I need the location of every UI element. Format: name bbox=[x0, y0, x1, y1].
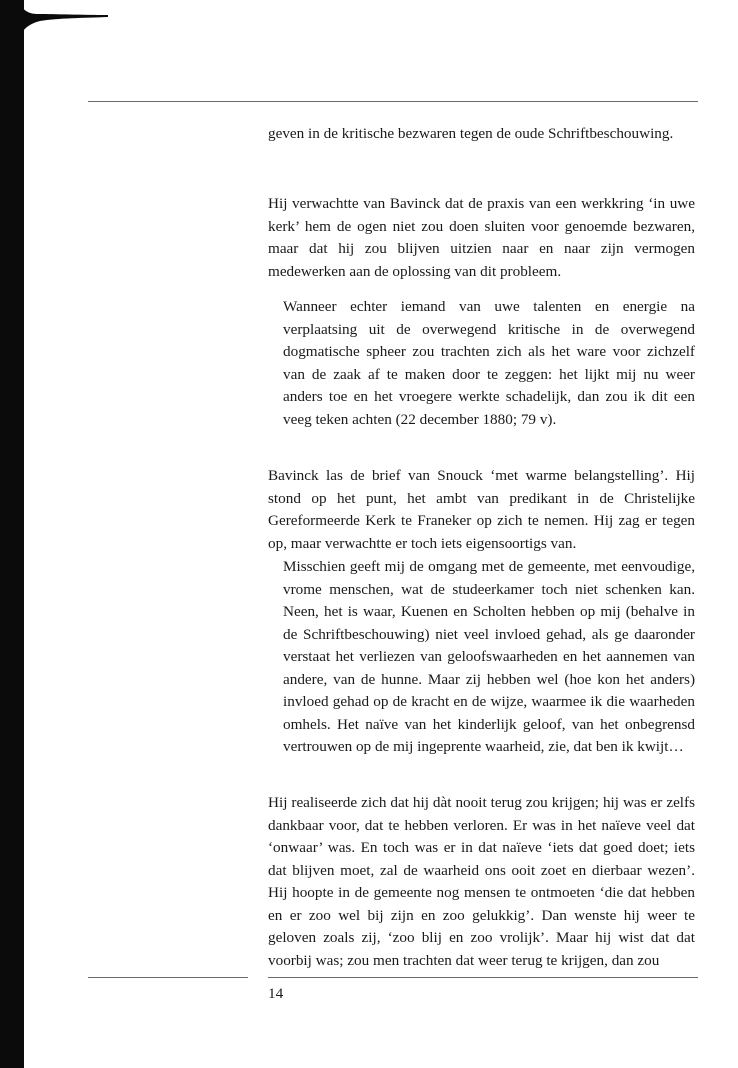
paragraph-bavinck-reply: Bavinck las de brief van Snouck ‘met warme belangstelling’. Hij stond op het punt, het ambt van predikant in de Christelijke Gereformeerde Kerk te Franeker op zich te nemen. Hij zag er tegen op, maar verwachtte er toch iets eigensoortigs van. bbox=[268, 467, 695, 552]
paragraph-bavinck-expectation: Hij verwachtte van Bavinck dat de praxis van een werkkring ‘in uwe kerk’ hem de ogen niet zou doen sluiten voor genoemde bezwaren, maar dat hij zou blijven uitzien naar en naar zijn vermogen medewerken aan de oplossing van dit probleem. bbox=[268, 195, 695, 280]
footer-rule-left bbox=[88, 977, 248, 978]
blockquote-bavinck-letter: Misschien geeft mij de omgang met de gemeente, met eenvoudige, vrome menschen, wat de studeerkamer toch niet schenken kan. Neen, het is waar, Kuenen en Scholten hebben op mij (behalve in de Schriftbeschouwing) niet veel invloed gehad, als ge daaronder verstaat het verliezen van geloofswaarheden en het aannemen van andere, van de hunne. Maar zij hebben wel (hoe kon het anders) invloed gehad op de kracht en de wijze, waarmee ik die waarheden omhels. Het naïve van het kinderlijk geloof, van het onbegrensd vertrouwen op de mij ingeprente waarheid, zie, dat ben ik kwijt… bbox=[283, 558, 695, 755]
spine-edge-flare bbox=[18, 0, 108, 40]
header-rule bbox=[88, 101, 698, 102]
page-number: 14 bbox=[268, 985, 284, 1002]
paragraph-continuation: geven in de kritische bezwaren tegen de oude Schriftbeschouwing. bbox=[268, 125, 674, 142]
book-spine-shadow bbox=[0, 0, 24, 1068]
blockquote-snouck-letter: Wanneer echter iemand van uwe talenten en energie na verplaatsing uit de overwegend kritische in de overwegend dogmatische spheer zou trachten zich als het ware voor zichzelf van de zaak af te maken door te zeggen: het lijkt mij nu weer anders toe en het vroegere werkte schadelijk, dan zou ik dit een veeg teken achten (22 december 1880; 79 v). bbox=[283, 298, 695, 428]
footer-rule-right bbox=[268, 977, 698, 978]
paragraph-naive-faith: Hij realiseerde zich dat hij dàt nooit terug zou krijgen; hij was er zelfs dankbaar voor, dat te hebben verloren. Er was in het naïeve veel dat ‘onwaar’ was. En toch was er in dat naïeve ‘iets dat goed doet; iets dat blijven moet, zal de waarheid ons ooit zoet en dierbaar wezen’. Hij hoopte in de gemeente nog mensen te ontmoeten ‘die dat hebben en er zoo wel bij zijn en zoo gelukkig’. Dan wenste hij weer te geloven zoals zij, ‘zoo blij en zoo vrolijk’. Maar hij wist dat dat voorbij was; zou men trachten dat weer terug te krijgen, dan zou bbox=[268, 794, 695, 969]
